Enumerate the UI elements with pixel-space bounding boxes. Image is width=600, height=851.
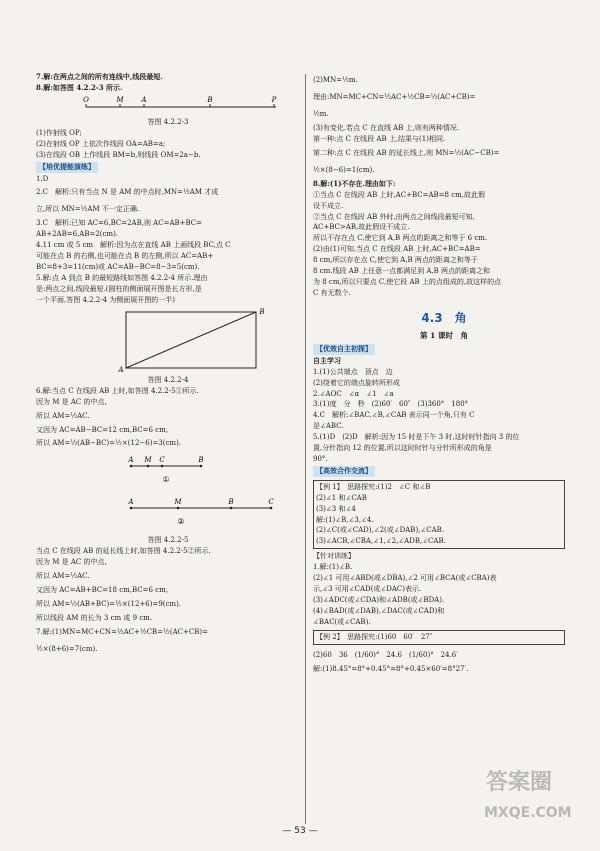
answer-line: ½×(8+6)=7(cm). (36, 645, 98, 654)
answer-line: (2)MN=½m. (313, 76, 358, 84)
answer-line: 因为 M 是 AC 的中点, (36, 397, 107, 406)
answer-line: 自主学习 (313, 355, 341, 365)
answer-line: 为 8 cm,所以只要点 C,使它段 AB 上的点组成的,故这样的点 (313, 277, 502, 286)
section-header: 【高效合作交流】 (313, 466, 375, 477)
answer-line: BC=8+3=11(cm)或 AC=AB−BC=8−3=5(cm). (36, 263, 200, 272)
svg-text:B: B (228, 498, 234, 507)
answer-line: 所以 AM=½(AB+BC)=½×(12+6)=9(cm). (36, 600, 182, 609)
answer-line: ½m. (313, 110, 329, 118)
figure-caption: 答图 4.2.2-3 (147, 117, 189, 126)
svg-text:M: M (174, 498, 182, 507)
answer-line: 【针对训练】 (313, 552, 355, 561)
answer-line: AB+2AB=6,AB=2(cm). (36, 230, 119, 239)
answer-line: 1.解:(1)∠B. (313, 563, 353, 572)
section-header: 【培优提能演练】 (36, 162, 98, 173)
svg-text:O: O (83, 95, 89, 104)
answer-line: 置,分针指向 12 的位置,所以这时时针与分针所形成的角是 (313, 444, 492, 453)
figure-4-2-2-3 (36, 94, 296, 116)
answer-line: ②当点 C 在线段 AB 外时,由两点之间线段最短可知, (313, 212, 475, 221)
svg-text:A: A (141, 95, 147, 104)
column-divider (305, 74, 306, 824)
answer-line: (2)在射线 OP 上依次作线段 OA=AB=a; (36, 139, 166, 148)
answer-line: 8 cm.线段 AB 上任意一点都满足到 A,B 两点的距离之和 (313, 267, 490, 276)
svg-text:M: M (116, 95, 124, 104)
figure-caption: 答图 4.2.2-4 (147, 375, 189, 384)
answer-line: 可能在点 B 的右侧,也可能在点 B 的左侧,所以 AC=AB+ (36, 252, 214, 261)
answer-line: 当点 C 在线段 AB 的延长线上时,如答图 4.2.2-5②所示. (36, 547, 211, 556)
lesson-title: 第 1 课时 角 (420, 330, 468, 340)
answer-line: (4)∠BAD(或∠DAB),∠DAC(或∠CAD)和 (313, 606, 445, 615)
answer-line: (2)∠1 可用∠ABD(或∠DBA),∠2 可用∠BCA(或∠CBA)表 (313, 574, 497, 583)
answer-line: 第二种:点 C 在线段 AB 的延长线上,则 MN=½(AC−CB)= (313, 148, 500, 157)
answer-line: 8 cm,所以存在点 C,使它到 A,B 两点的距离之和等于 (313, 256, 478, 265)
example-box (313, 480, 565, 549)
answer-line: 8.解:如答图 4.2.2-3 所示. (36, 82, 123, 92)
answer-line: 4.C 解析:∠BAC,∠B,∠CAB 表示同一个角,只有 C (313, 411, 475, 420)
answer-line: 是∠ABC. (313, 422, 344, 431)
answer-line: 第一种:点 C 在线段 AB 上,结果与(1)相同. (313, 134, 446, 143)
answer-line: 90°. (313, 454, 328, 463)
answer-line: (3)∠ADC(或∠CDA)和∠ADB(或∠BDA). (313, 595, 445, 604)
example-line: (2)∠C(或∠CAD),∠2(或∠DAB),∠CAB. (316, 526, 445, 535)
answer-line: C 有无数个. (313, 288, 351, 297)
answer-line: 所以不存在点 C,使它到 A,B 两点的距离之和等于 6 cm. (313, 234, 488, 243)
answer-line: (3)在线段 OB 上作线段 BM=b,则线段 OM=2a−b. (36, 150, 201, 159)
answer-line: (3)有变化.若点 C 在直线 AB 上,则有两种情况. (313, 124, 460, 132)
answer-line: 5.解:点 A 到点 B 的最短路线如答图 4.2.2-4 所示.理由 (36, 273, 208, 282)
left-column (36, 72, 300, 658)
example-line: 解:(1)∠B,∠3,∠4. (316, 515, 374, 524)
example-line: (3)∠3 和∠4 (316, 504, 356, 513)
answer-line: 3.C 解析:已知 AC=6,BC=2AB,则 AC=AB+BC= (36, 219, 203, 228)
figure-4-2-2-5 (36, 452, 296, 534)
answer-line: 所以 AM=½(AB−BC)=½×(12−6)=3(cm). (36, 439, 182, 448)
answer-line: ½×(8−6)=1(cm). (313, 165, 375, 174)
answer-line: 4.11 cm 或 5 cm 解析:因为点在直线 AB 上画线段 BC,点 C (36, 241, 231, 250)
answer-line: (1)作射线 OP; (36, 128, 82, 137)
answer-line: 一个平面,答图 4.2.2-4 为侧面展开图的一半) (36, 295, 176, 304)
example-line: 【例 1】 思路探究:(1)2 ∠C 和∠B (316, 482, 431, 491)
right-column (313, 72, 575, 674)
answer-line: 立,所以 MN=½AM 不一定正确. (36, 205, 140, 214)
answer-line: ∠BAC(或∠CAB). (313, 617, 371, 626)
answer-line: 所以 AM=½AC. (36, 572, 90, 581)
answer-line: (2)60 36 (1/60)° 24.6 (1/60)° 24.6′ (313, 650, 458, 659)
svg-text:②: ② (177, 517, 185, 527)
svg-text:B: B (198, 456, 204, 465)
svg-text:A: A (118, 365, 124, 374)
figure-caption: 答图 4.2.2-5 (147, 536, 189, 545)
answer-line: 7.解:(1)MN=MC+CN=½AC+½CB=½(AC+CB)= (36, 628, 208, 637)
answer-line: 所以线段 AM 的长为 3 cm 或 9 cm. (36, 614, 153, 623)
answer-line: ①当点 C 在线段 AB 上时,AC+BC=AB=8 cm,故此假 (313, 190, 485, 199)
answer-line: 又因为 AC=AB+BC=18 cm,BC=6 cm, (36, 586, 168, 595)
section-header: 【优效自主初探】 (313, 344, 375, 355)
answer-line: 5.(1)D (2)D 解析:因为 15 时是下午 3 时,这时时针指向 3 的位 (313, 433, 520, 442)
page-number: — 53 — (282, 826, 318, 836)
answer-line: 设不成立. (313, 201, 344, 210)
answer-line: 示,∠3 可用∠CAD(或∠DAC)表示. (313, 585, 422, 593)
section-header-line (313, 465, 575, 478)
answer-line: 理由:MN=MC+CN=½AC+½CB=½(AC+CB)= (313, 93, 476, 101)
svg-text:B: B (207, 95, 213, 104)
answer-line: 是:两点之间,线段最短.(圆柱的侧面展开图是长方形,是 (36, 284, 202, 293)
answer-line: (2)绕着它的端点旋转所形成 (313, 378, 400, 387)
answer-line: 6.解:当点 C 在线段 AB 上时,如答图 4.2.2-5①所示. (36, 386, 199, 395)
watermark-site: MXQE.COM (484, 805, 572, 821)
answer-line: 1.D (36, 174, 49, 183)
example-line: 【例 2】 思路探究:(1)60 60′ 27″ (316, 632, 433, 641)
answer-line: 7.解:在两点之间的所有连线中,线段最短. (36, 72, 163, 81)
answer-line: 8.解:(1)不存在.理由如下: (313, 178, 396, 188)
answer-line: 3.(1)度 分 秒 (2)60′ 60″ (3)360° 180° (313, 400, 469, 409)
example-line: (3)∠ACB,∠CBA,∠1,∠2,∠ADB,∠CAB. (316, 537, 446, 546)
svg-text:B: B (259, 307, 265, 316)
svg-text:C: C (159, 456, 165, 465)
watermark-logo: 答案圈 (486, 770, 553, 795)
answer-line: 解:(1)8.45°=8°+0.45°=8°+0.45×60′=8°27′. (313, 664, 469, 673)
answer-line: 1.(1)公共端点 顶点 边 (313, 367, 393, 376)
answer-line: 2.C 解析:只有当点 N 是 AM 的中点时,MN=½AM 才成 (36, 188, 219, 197)
svg-text:M: M (144, 456, 152, 465)
figure-4-2-2-4 (36, 306, 296, 374)
svg-text:①: ① (162, 475, 170, 485)
answer-line: 2.∠AOC ∠α ∠1 ∠a (313, 389, 394, 398)
svg-text:A: A (128, 456, 134, 465)
svg-text:A: A (128, 498, 134, 507)
answer-line: AC+BC>AB,故此假设不成立. (313, 223, 410, 232)
svg-text:C: C (268, 498, 274, 507)
section-header-line (36, 161, 300, 174)
answer-line: 因为 M 是 AC 的中点, (36, 558, 107, 567)
section-title: 4.3 角 (421, 310, 467, 325)
answer-line: 所以 AM=½AC. (36, 411, 90, 420)
answer-line: 又因为 AC=AB−BC=12 cm,BC=6 cm, (36, 425, 168, 434)
section-header-line (313, 343, 575, 356)
answer-line: (2)由(1)可知,当点 C 在线段 AB 上时,AC+BC=AB= (313, 245, 481, 254)
example-box (313, 630, 565, 645)
example-line: (2)∠1 和∠CAB (316, 493, 367, 502)
svg-text:P: P (271, 95, 277, 104)
